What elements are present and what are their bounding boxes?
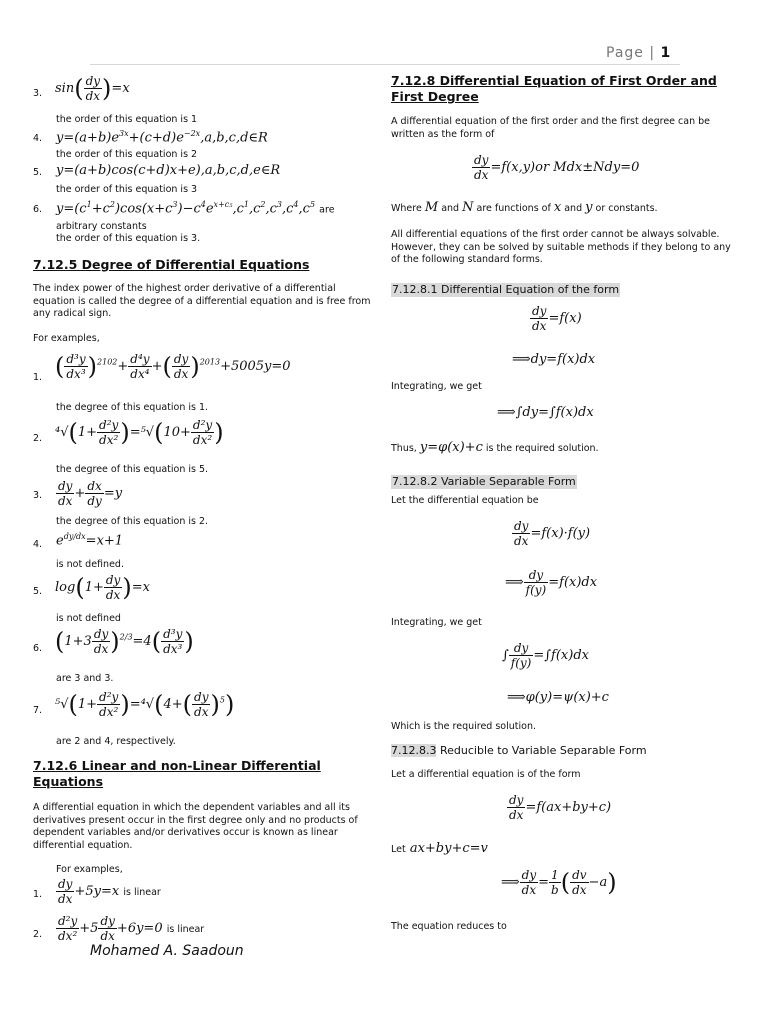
equation: ( $\frac{\text{d³y}}{\text{dx³}}$ )$^{2102}$+ $\frac{\text{d⁴y}}{\text{dx⁴}}$ +( $\frac{dy}{dx}$ )$^{2013}$+5005y=0	[55, 352, 291, 381]
equation: $\frac{dy}{dx}$ =f(ax+by+c)	[509, 793, 612, 822]
note: arbitrary constants	[56, 221, 147, 232]
equation: $\frac{dy}{dx}$ =f(x)·f(y)	[514, 519, 591, 548]
note: the order of this equation is 2	[56, 149, 198, 160]
paragraph: All differential equations of the first order cannot be always solvable. However, they can be solved by suitable methods if they belong to any of the following standard forms.	[391, 229, 731, 265]
subsection-heading-7-12-8-3: 7.12.8.3 Reducible to Variable Separable Form	[391, 744, 647, 757]
equation: log(1+ $\frac{dy}{dx}$ )=x	[55, 573, 150, 602]
linear-note: is linear	[166, 924, 205, 935]
let-sentence: Let ax+by+c=v	[391, 841, 488, 856]
paragraph: Let a differential equation is of the form	[391, 769, 581, 780]
equation: ⟹ $\frac{dy}{dx}$ = $\frac{1}{b}$ ( $\frac{dv}{dx}$ −a)	[501, 868, 617, 897]
equation: $y=(a+b)e^{3x}+(c+d)e^{-2x},a,b,c,d\in R$	[56, 129, 268, 146]
note: the order of this equation is 3	[56, 184, 198, 195]
equation: (1+3 $\frac{dy}{dx}$ )$^{2/3}$=4( $\frac{\text{d³y}}{\text{dx³}}$ )	[55, 627, 194, 656]
paragraph: A differential equation of the first order and the first degree can be written as the form of	[391, 116, 711, 140]
equation: $\frac{dy}{dx}$ =f(x,y)or Mdx±Ndy=0	[474, 153, 640, 182]
subsection-heading-7-12-8-1: 7.12.8.1 Differential Equation of the form	[392, 283, 620, 296]
equation: ⟹ $\frac{dy}{f(y)}$ =f(x)dx	[505, 568, 598, 597]
item-number: 2.	[33, 433, 43, 444]
note: is not defined.	[56, 559, 124, 570]
equation: ⁵√(1+ $\frac{\text{d²y}}{\text{dx²}}$ )=⁴√(4+( $\frac{dy}{dx}$ )$^5$)	[55, 690, 235, 719]
item-number: 7.	[33, 705, 43, 716]
item-number: 4.	[33, 539, 43, 550]
paragraph: Integrating, we get	[391, 617, 482, 628]
item-number: 3.	[33, 490, 43, 501]
note: the degree of this equation is 2.	[56, 516, 209, 527]
note: is not defined	[56, 613, 121, 624]
item-number: 5.	[33, 586, 43, 597]
equation: $\frac{dy}{dx}$ +5y=x is linear	[58, 877, 161, 906]
note: the order of this equation is 3.	[56, 233, 201, 244]
are-text: are	[319, 204, 335, 216]
note: the order of this equation is 1	[56, 114, 198, 125]
equation: y=(a+b)cos(c+d)x+e),a,b,c,d,e∈R	[56, 163, 281, 178]
item-number: 3.	[33, 88, 43, 99]
page-header	[606, 45, 671, 61]
page-number: 1	[660, 45, 672, 61]
paragraph: The index power of the highest order derivative of a differential equation is called the degree of a differential equation and is free from any radical sign.	[33, 283, 371, 319]
paragraph: Which is the required solution.	[391, 721, 537, 732]
for-examples: For examples,	[56, 864, 123, 875]
section-heading-7-12-6: 7.12.6 Linear and non-Linear Differential Equations	[33, 758, 321, 789]
author-footer: Mohamed A. Saadoun	[90, 943, 244, 959]
equation: ⟹φ(y)=ψ(x)+c	[507, 690, 609, 705]
section-heading-7-12-8: 7.12.8 Differential Equation of First Order and First Degree	[391, 73, 717, 104]
item-number: 6.	[33, 204, 43, 215]
item-number: 1.	[33, 889, 43, 900]
equation: ⁴√(1+ $\frac{\text{d²y}}{\text{dx²}}$ )=⁵√(10+ $\frac{\text{d²y}}{\text{dx²}}$ )	[55, 418, 224, 447]
page-label: Page |	[606, 45, 656, 61]
item-number: 5.	[33, 167, 43, 178]
where-sentence: Where M and N are functions of x and y or constants.	[391, 200, 658, 215]
for-examples: For examples,	[33, 333, 100, 344]
item-number: 4.	[33, 133, 43, 144]
equation: $e^{dy/dx}=x+1$	[56, 532, 124, 549]
thus-sentence: Thus, y=φ(x)+c is the required solution.	[391, 440, 599, 455]
paragraph: The equation reduces to	[391, 921, 507, 932]
equation: $\frac{dy}{dx}$ + $\frac{dx}{dy}$ =y	[58, 479, 123, 508]
equation: ⟹dy=f(x)dx	[512, 352, 596, 367]
note: the degree of this equation is 5.	[56, 464, 209, 475]
note: are 2 and 4, respectively.	[56, 736, 176, 747]
subsection-heading-7-12-8-2: 7.12.8.2 Variable Separable Form	[392, 475, 576, 488]
equation: $\frac{\text{d²y}}{\text{dx²}}$ +5 $\frac{dy}{dx}$ +6y=0 is linear	[58, 914, 205, 943]
section-heading-7-12-5: 7.12.5 Degree of Differential Equations	[33, 257, 310, 272]
header-rule	[90, 64, 680, 65]
paragraph: Integrating, we get	[391, 381, 482, 392]
equation: $\frac{dy}{dx}$ =f(x)	[532, 304, 582, 333]
item-number: 2.	[33, 929, 43, 940]
note: the degree of this equation is 1.	[56, 402, 209, 413]
equation: ⟹∫dy=∫f(x)dx	[497, 405, 594, 420]
paragraph: A differential equation in which the dependent variables and all its derivatives present occur in the first degree only and no products of dependent variables and/or derivatives occur is known as linear differential equation.	[33, 802, 358, 851]
equation: $y=(c^1+c^2)\cos(x+c^3)-c^4e^{x+c_5},c^1,c^2,c^3,c^4,c^5$ are	[56, 200, 335, 217]
paragraph: Let the differential equation be	[391, 495, 539, 506]
equation: sin( $\frac{dy}{dx}$ )=x	[55, 74, 130, 103]
note: are 3 and 3.	[56, 673, 114, 684]
equation: ∫ $\frac{dy}{f(y)}$ =∫f(x)dx	[502, 641, 589, 670]
item-number: 6.	[33, 643, 43, 654]
item-number: 1.	[33, 372, 43, 383]
linear-note: is linear	[123, 887, 161, 898]
